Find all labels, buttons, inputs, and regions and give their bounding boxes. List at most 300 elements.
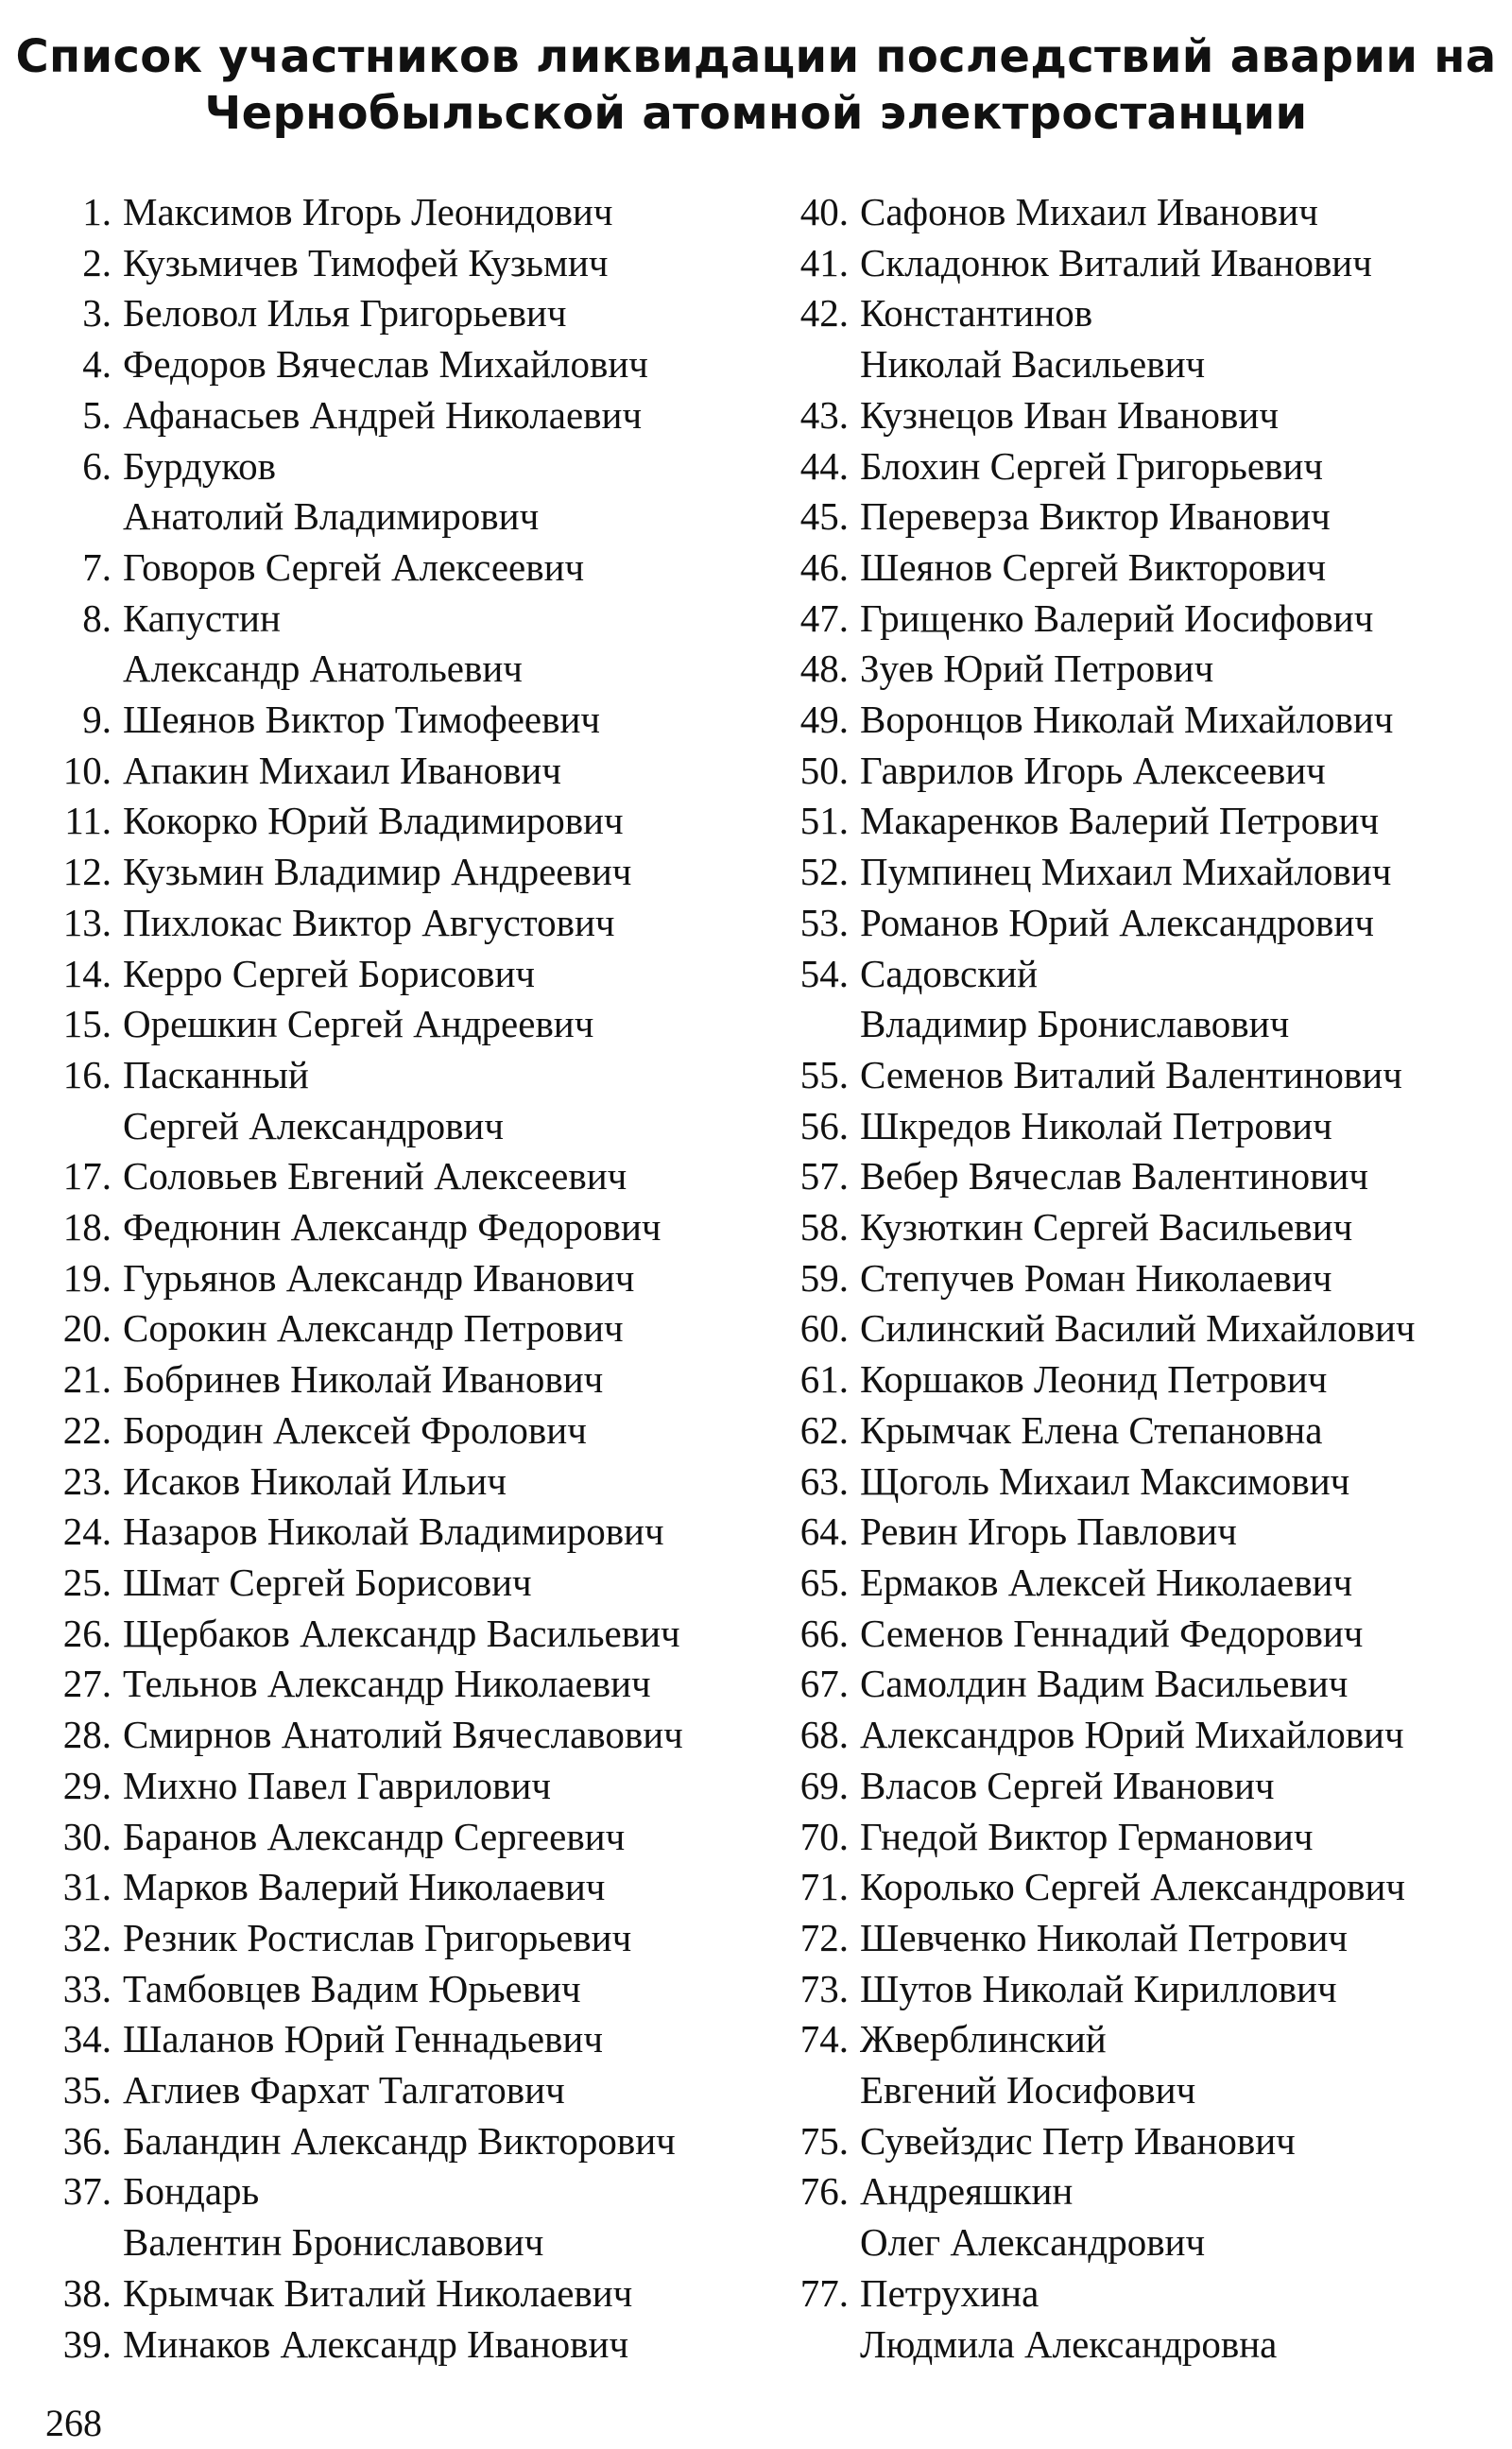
- list-item-number: 48.: [799, 647, 849, 691]
- page-title: [0, 28, 1512, 142]
- list-item-name: [849, 1050, 1402, 1101]
- name-line: Власов Сергей Иванович: [860, 1763, 1275, 1807]
- list-item: [28, 1862, 756, 1913]
- list-item-number: 28.: [62, 1713, 112, 1757]
- list-item-name: [112, 441, 539, 543]
- list-item-name: [849, 1558, 1352, 1609]
- name-line: Бондарь: [123, 2169, 260, 2214]
- name-line: Жверблинский: [860, 2017, 1107, 2061]
- name-line: Семенов Виталий Валентинович: [860, 1052, 1402, 1096]
- name-line: Баранов Александр Сергеевич: [123, 1814, 626, 1858]
- list-item-name: [112, 543, 584, 594]
- list-item-name: [849, 1964, 1337, 2015]
- list-item-name: [112, 594, 523, 695]
- list-item-name: [112, 746, 561, 797]
- list-item-name: [849, 1151, 1368, 1202]
- name-line: Говоров Сергей Алексеевич: [123, 544, 585, 589]
- list-item-number: 27.: [62, 1662, 112, 1706]
- list-item-number: 5.: [82, 392, 112, 437]
- name-line: Кузнецов Иван Иванович: [860, 392, 1279, 437]
- name-line: Шкредов Николай Петрович: [860, 1103, 1332, 1147]
- list-item-name: [112, 2014, 603, 2065]
- list-item-name: [112, 1609, 680, 1660]
- list-item: [28, 1609, 756, 1660]
- name-line: Кокорко Юрий Владимирович: [123, 799, 624, 843]
- list-item-name: [849, 1507, 1237, 1558]
- list-item-number: 25.: [62, 1560, 112, 1604]
- list-item: [765, 1050, 1503, 1101]
- list-item-number: 42.: [799, 291, 849, 336]
- list-item-number: 41.: [799, 240, 849, 285]
- list-item-number: 30.: [62, 1814, 112, 1858]
- list-item-number: 75.: [799, 2118, 849, 2163]
- name-line: Орешкин Сергей Андреевич: [123, 1002, 594, 1046]
- participants-column-right: [765, 187, 1503, 2370]
- list-item: [28, 1354, 756, 1406]
- list-item-name: [849, 1202, 1352, 1253]
- name-line: Александров Юрий Михайлович: [860, 1713, 1404, 1757]
- list-item-number: 66.: [799, 1611, 849, 1655]
- name-line: Сувейздис Петр Иванович: [860, 2118, 1296, 2163]
- list-item: [765, 187, 1503, 238]
- list-item-number: 18.: [62, 1205, 112, 1250]
- list-item-name: [112, 1507, 664, 1558]
- list-item-name: [112, 1659, 651, 1710]
- name-line: Складонюк Виталий Иванович: [860, 240, 1372, 285]
- list-item-number: 53.: [799, 900, 849, 944]
- list-item: [765, 390, 1503, 441]
- list-item-name: [112, 390, 642, 441]
- list-item-name: [849, 1303, 1416, 1354]
- list-item-name: [112, 1050, 504, 1151]
- list-item: [28, 238, 756, 289]
- list-item: [28, 1964, 756, 2015]
- list-item-name: [849, 695, 1393, 746]
- list-item-name: [112, 1964, 581, 2015]
- list-item: [28, 1558, 756, 1609]
- list-item-number: 45.: [799, 494, 849, 539]
- list-item: [765, 1507, 1503, 1558]
- name-line: Аглиев Фархат Талгатович: [123, 2068, 565, 2113]
- name-line: Александр Анатольевич: [123, 647, 523, 691]
- name-line: Вебер Вячеслав Валентинович: [860, 1154, 1369, 1199]
- list-item: [28, 1457, 756, 1508]
- list-item-name: [849, 2268, 1277, 2370]
- list-item-number: 15.: [62, 1002, 112, 1046]
- name-line: Бурдуков: [123, 443, 277, 488]
- list-item-number: 77.: [799, 2270, 849, 2315]
- list-item: [28, 949, 756, 1000]
- list-item: [28, 441, 756, 543]
- list-item-number: 13.: [62, 900, 112, 944]
- list-item: [28, 1406, 756, 1457]
- list-item-name: [112, 999, 593, 1050]
- name-line: Макаренков Валерий Петрович: [860, 799, 1380, 843]
- name-line: Петрухина: [860, 2270, 1040, 2315]
- list-item-number: 37.: [62, 2169, 112, 2214]
- list-item: [28, 2166, 756, 2268]
- list-item-number: 76.: [799, 2169, 849, 2214]
- list-item-number: 43.: [799, 392, 849, 437]
- list-item-number: 60.: [799, 1306, 849, 1351]
- list-item-name: [112, 1406, 587, 1457]
- list-item-number: 29.: [62, 1763, 112, 1807]
- list-item: [28, 2268, 756, 2320]
- list-item-number: 39.: [62, 2321, 112, 2366]
- list-item-name: [112, 2116, 676, 2167]
- list-item-number: 69.: [799, 1763, 849, 1807]
- name-line: Олег Александрович: [860, 2220, 1206, 2265]
- list-item: [28, 1913, 756, 1964]
- list-item-number: 31.: [62, 1865, 112, 1909]
- list-item-name: [849, 1913, 1348, 1964]
- list-item-number: 56.: [799, 1103, 849, 1147]
- name-line: Гнедой Виктор Германович: [860, 1814, 1314, 1858]
- name-line: Назаров Николай Владимирович: [123, 1509, 664, 1554]
- participants-column-left: [28, 187, 756, 2370]
- list-item-number: 40.: [799, 190, 849, 233]
- list-item-name: [849, 1609, 1363, 1660]
- list-item-number: 1.: [82, 190, 112, 233]
- name-line: Воронцов Николай Михайлович: [860, 698, 1394, 742]
- list-item-number: 71.: [799, 1865, 849, 1909]
- list-item-name: [849, 2116, 1296, 2167]
- list-item-name: [849, 1812, 1313, 1863]
- list-item-name: [112, 2320, 628, 2371]
- list-item: [28, 1812, 756, 1863]
- list-item-name: [849, 2014, 1195, 2115]
- list-item: [765, 1812, 1503, 1863]
- name-line: Коршаков Леонид Петрович: [860, 1357, 1328, 1402]
- name-line: Людмила Александровна: [860, 2321, 1278, 2366]
- list-item-name: [849, 1406, 1322, 1457]
- list-item-name: [112, 1457, 507, 1508]
- list-item: [28, 390, 756, 441]
- list-item: [765, 2014, 1503, 2115]
- list-item: [765, 1710, 1503, 1761]
- name-line: Керро Сергей Борисович: [123, 951, 536, 995]
- name-line: Апакин Михаил Иванович: [123, 748, 561, 792]
- list-item-number: 11.: [64, 799, 112, 843]
- name-line: Константинов: [860, 291, 1093, 336]
- name-line: Николай Васильевич: [860, 342, 1206, 387]
- list-item-number: 36.: [62, 2118, 112, 2163]
- list-item-number: 52.: [799, 850, 849, 894]
- list-item: [765, 1609, 1503, 1660]
- list-item-name: [849, 847, 1391, 898]
- list-item-number: 34.: [62, 2017, 112, 2061]
- list-item: [765, 543, 1503, 594]
- name-line: Щоголь Михаил Максимович: [860, 1458, 1350, 1503]
- list-item: [28, 1253, 756, 1304]
- list-item: [765, 1659, 1503, 1710]
- name-line: Крымчак Виталий Николаевич: [123, 2270, 633, 2315]
- list-item: [765, 1406, 1503, 1457]
- list-item-name: [849, 949, 1289, 1050]
- list-item: [28, 746, 756, 797]
- name-line: Тамбовцев Вадим Юрьевич: [123, 1966, 581, 2010]
- list-item: [765, 288, 1503, 389]
- name-line: Максимов Игорь Леонидович: [123, 190, 613, 233]
- list-item: [28, 898, 756, 949]
- list-item: [765, 1457, 1503, 1508]
- name-line: Бородин Алексей Фролович: [123, 1407, 587, 1452]
- name-line: Исаков Николай Ильич: [123, 1458, 507, 1503]
- name-line: Баландин Александр Викторович: [123, 2118, 676, 2163]
- list-item-number: 23.: [62, 1458, 112, 1503]
- name-line: Зуев Юрий Петрович: [860, 647, 1214, 691]
- name-line: Романов Юрий Александрович: [860, 900, 1374, 944]
- name-line: Шаланов Юрий Геннадьевич: [123, 2017, 603, 2061]
- list-item-name: [112, 949, 535, 1000]
- name-line: Смирнов Анатолий Вячеславович: [123, 1713, 683, 1757]
- list-item: [765, 1862, 1503, 1913]
- list-item-number: 33.: [62, 1966, 112, 2010]
- list-item: [28, 1761, 756, 1812]
- name-line: Шевченко Николай Петрович: [860, 1915, 1349, 1959]
- list-item-number: 38.: [62, 2270, 112, 2315]
- name-line: Силинский Василий Михайлович: [860, 1306, 1416, 1351]
- list-item: [28, 288, 756, 339]
- list-item: [765, 1761, 1503, 1812]
- list-item-number: 24.: [62, 1509, 112, 1554]
- list-item-number: 50.: [799, 748, 849, 792]
- name-line: Гурьянов Александр Иванович: [123, 1255, 635, 1300]
- page-number: 268: [45, 2402, 102, 2444]
- list-item-name: [112, 1303, 624, 1354]
- list-item-number: 2.: [82, 240, 112, 285]
- name-line: Афанасьев Андрей Николаевич: [123, 392, 643, 437]
- list-item: [765, 2116, 1503, 2167]
- name-line: Семенов Геннадий Федорович: [860, 1611, 1364, 1655]
- list-item-name: [849, 492, 1331, 543]
- list-item: [28, 2116, 756, 2167]
- list-item-number: 9.: [82, 698, 112, 742]
- list-item-name: [849, 2166, 1205, 2268]
- list-item-name: [849, 441, 1323, 492]
- list-item: [765, 594, 1503, 645]
- list-item-number: 44.: [799, 443, 849, 488]
- name-line: Шутов Николай Кириллович: [860, 1966, 1337, 2010]
- name-line: Сорокин Александр Петрович: [123, 1306, 624, 1351]
- list-item-name: [112, 1710, 683, 1761]
- list-item-name: [112, 847, 631, 898]
- list-item: [28, 543, 756, 594]
- list-item: [28, 999, 756, 1050]
- name-line: Минаков Александр Иванович: [123, 2321, 629, 2366]
- list-item-name: [112, 1862, 605, 1913]
- name-line: Крымчак Елена Степановна: [860, 1407, 1323, 1452]
- list-item-name: [112, 1253, 634, 1304]
- list-item: [28, 1202, 756, 1253]
- list-item-name: [112, 1151, 627, 1202]
- list-item-number: 22.: [62, 1407, 112, 1452]
- list-item-number: 68.: [799, 1713, 849, 1757]
- list-item-name: [849, 390, 1279, 441]
- list-item-number: 8.: [82, 595, 112, 640]
- list-item-number: 59.: [799, 1255, 849, 1300]
- list-item: [28, 796, 756, 847]
- list-item-number: 63.: [799, 1458, 849, 1503]
- list-item-name: [849, 796, 1379, 847]
- list-item: [765, 441, 1503, 492]
- list-item-name: [112, 1913, 631, 1964]
- list-item-number: 62.: [799, 1407, 849, 1452]
- list-item-name: [112, 2268, 632, 2320]
- list-item: [765, 796, 1503, 847]
- list-item-name: [849, 1253, 1332, 1304]
- list-item: [765, 492, 1503, 543]
- list-item: [765, 1202, 1503, 1253]
- list-item-name: [849, 1761, 1275, 1812]
- name-line: Валентин Брониславович: [123, 2220, 544, 2265]
- list-item-name: [849, 594, 1373, 645]
- list-item-name: [849, 898, 1374, 949]
- list-item-number: 19.: [62, 1255, 112, 1300]
- list-item-number: 26.: [62, 1611, 112, 1655]
- list-item: [765, 1151, 1503, 1202]
- list-item-name: [112, 1812, 625, 1863]
- list-item-number: 55.: [799, 1052, 849, 1096]
- list-item-name: [849, 644, 1213, 695]
- list-item-name: [849, 238, 1372, 289]
- list-item: [28, 1710, 756, 1761]
- list-item-name: [112, 1558, 532, 1609]
- name-line: Бобринев Николай Иванович: [123, 1357, 604, 1402]
- name-line: Сафонов Михаил Иванович: [860, 190, 1318, 233]
- list-item-name: [112, 1761, 551, 1812]
- list-item: [765, 238, 1503, 289]
- name-line: Самолдин Вадим Васильевич: [860, 1662, 1349, 1706]
- list-item-name: [112, 898, 615, 949]
- name-line: Грищенко Валерий Иосифович: [860, 595, 1374, 640]
- list-item-number: 61.: [799, 1357, 849, 1402]
- list-item-number: 17.: [62, 1154, 112, 1199]
- list-item-name: [849, 187, 1318, 238]
- name-line: Переверза Виктор Иванович: [860, 494, 1331, 539]
- name-line: Анатолий Владимирович: [123, 494, 540, 539]
- list-item-number: 6.: [82, 443, 112, 488]
- list-item: [765, 1253, 1503, 1304]
- name-line: Блохин Сергей Григорьевич: [860, 443, 1323, 488]
- list-item-number: 64.: [799, 1509, 849, 1554]
- name-line: Капустин: [123, 595, 281, 640]
- list-item: [765, 746, 1503, 797]
- list-item: [28, 187, 756, 238]
- list-item-name: [112, 2166, 543, 2268]
- name-line: Шеянов Виктор Тимофеевич: [123, 698, 601, 742]
- list-item-number: 21.: [62, 1357, 112, 1402]
- list-item-number: 65.: [799, 1560, 849, 1604]
- name-line: Владимир Брониславович: [860, 1002, 1290, 1046]
- name-line: Сергей Александрович: [123, 1103, 504, 1147]
- list-item-number: 20.: [62, 1306, 112, 1351]
- list-item: [28, 1151, 756, 1202]
- list-item: [28, 695, 756, 746]
- name-line: Щербаков Александр Васильевич: [123, 1611, 680, 1655]
- name-line: Соловьев Евгений Алексеевич: [123, 1154, 627, 1199]
- list-item-name: [849, 1710, 1404, 1761]
- list-item: [765, 1354, 1503, 1406]
- list-item: [765, 2166, 1503, 2268]
- list-item-name: [849, 1457, 1349, 1508]
- name-line: Резник Ростислав Григорьевич: [123, 1915, 632, 1959]
- name-line: Ревин Игорь Павлович: [860, 1509, 1237, 1554]
- list-item-name: [112, 238, 609, 289]
- name-line: Марков Валерий Николаевич: [123, 1865, 606, 1909]
- list-item-number: 54.: [799, 951, 849, 995]
- list-item-name: [849, 1101, 1332, 1152]
- list-item: [28, 594, 756, 695]
- list-item: [765, 898, 1503, 949]
- name-line: Михно Павел Гаврилович: [123, 1763, 551, 1807]
- list-item: [765, 847, 1503, 898]
- name-line: Кузьмин Владимир Андреевич: [123, 850, 632, 894]
- list-item: [28, 1507, 756, 1558]
- list-item: [28, 1659, 756, 1710]
- list-item-number: 57.: [799, 1154, 849, 1199]
- name-line: Федюнин Александр Федорович: [123, 1205, 662, 1250]
- list-item-number: 58.: [799, 1205, 849, 1250]
- name-line: Садовский: [860, 951, 1039, 995]
- name-line: Евгений Иосифович: [860, 2068, 1196, 2113]
- list-item-number: 47.: [799, 595, 849, 640]
- list-item-name: [849, 543, 1326, 594]
- list-item: [765, 949, 1503, 1050]
- list-item-name: [849, 1659, 1348, 1710]
- list-item-name: [849, 1862, 1405, 1913]
- list-item: [765, 1913, 1503, 1964]
- list-item-name: [849, 746, 1326, 797]
- list-item: [28, 2320, 756, 2371]
- title-line-2: Чернобыльской атомной электростанции: [204, 87, 1308, 140]
- list-item: [28, 847, 756, 898]
- list-item-name: [112, 796, 624, 847]
- list-item-name: [112, 1354, 603, 1406]
- list-item-number: 16.: [62, 1052, 112, 1096]
- list-item-number: 10.: [62, 748, 112, 792]
- list-item-name: [849, 1354, 1327, 1406]
- name-line: Ермаков Алексей Николаевич: [860, 1560, 1353, 1604]
- list-item-number: 74.: [799, 2017, 849, 2061]
- name-line: Гаврилов Игорь Алексеевич: [860, 748, 1326, 792]
- list-item: [765, 695, 1503, 746]
- name-line: Шмат Сергей Борисович: [123, 1560, 532, 1604]
- list-item-number: 3.: [82, 291, 112, 336]
- list-item-number: 51.: [799, 799, 849, 843]
- name-line: Королько Сергей Александрович: [860, 1865, 1406, 1909]
- list-item: [28, 2014, 756, 2065]
- list-item-number: 4.: [82, 342, 112, 387]
- list-item-name: [849, 288, 1205, 389]
- name-line: Тельнов Александр Николаевич: [123, 1662, 651, 1706]
- list-item-number: 46.: [799, 544, 849, 589]
- name-line: Пихлокас Виктор Августович: [123, 900, 615, 944]
- name-line: Шеянов Сергей Викторович: [860, 544, 1327, 589]
- list-item: [765, 1101, 1503, 1152]
- name-line: Федоров Вячеслав Михайлович: [123, 342, 648, 387]
- list-item: [765, 2268, 1503, 2370]
- name-line: Пумпинец Михаил Михайлович: [860, 850, 1392, 894]
- name-line: Пасканный: [123, 1052, 309, 1096]
- list-item: [28, 1303, 756, 1354]
- list-item: [765, 1964, 1503, 2015]
- list-item-name: [112, 2065, 565, 2116]
- list-item: [28, 2065, 756, 2116]
- name-line: Кузюткин Сергей Васильевич: [860, 1205, 1353, 1250]
- list-item-number: 35.: [62, 2068, 112, 2113]
- name-line: Беловол Илья Григорьевич: [123, 291, 567, 336]
